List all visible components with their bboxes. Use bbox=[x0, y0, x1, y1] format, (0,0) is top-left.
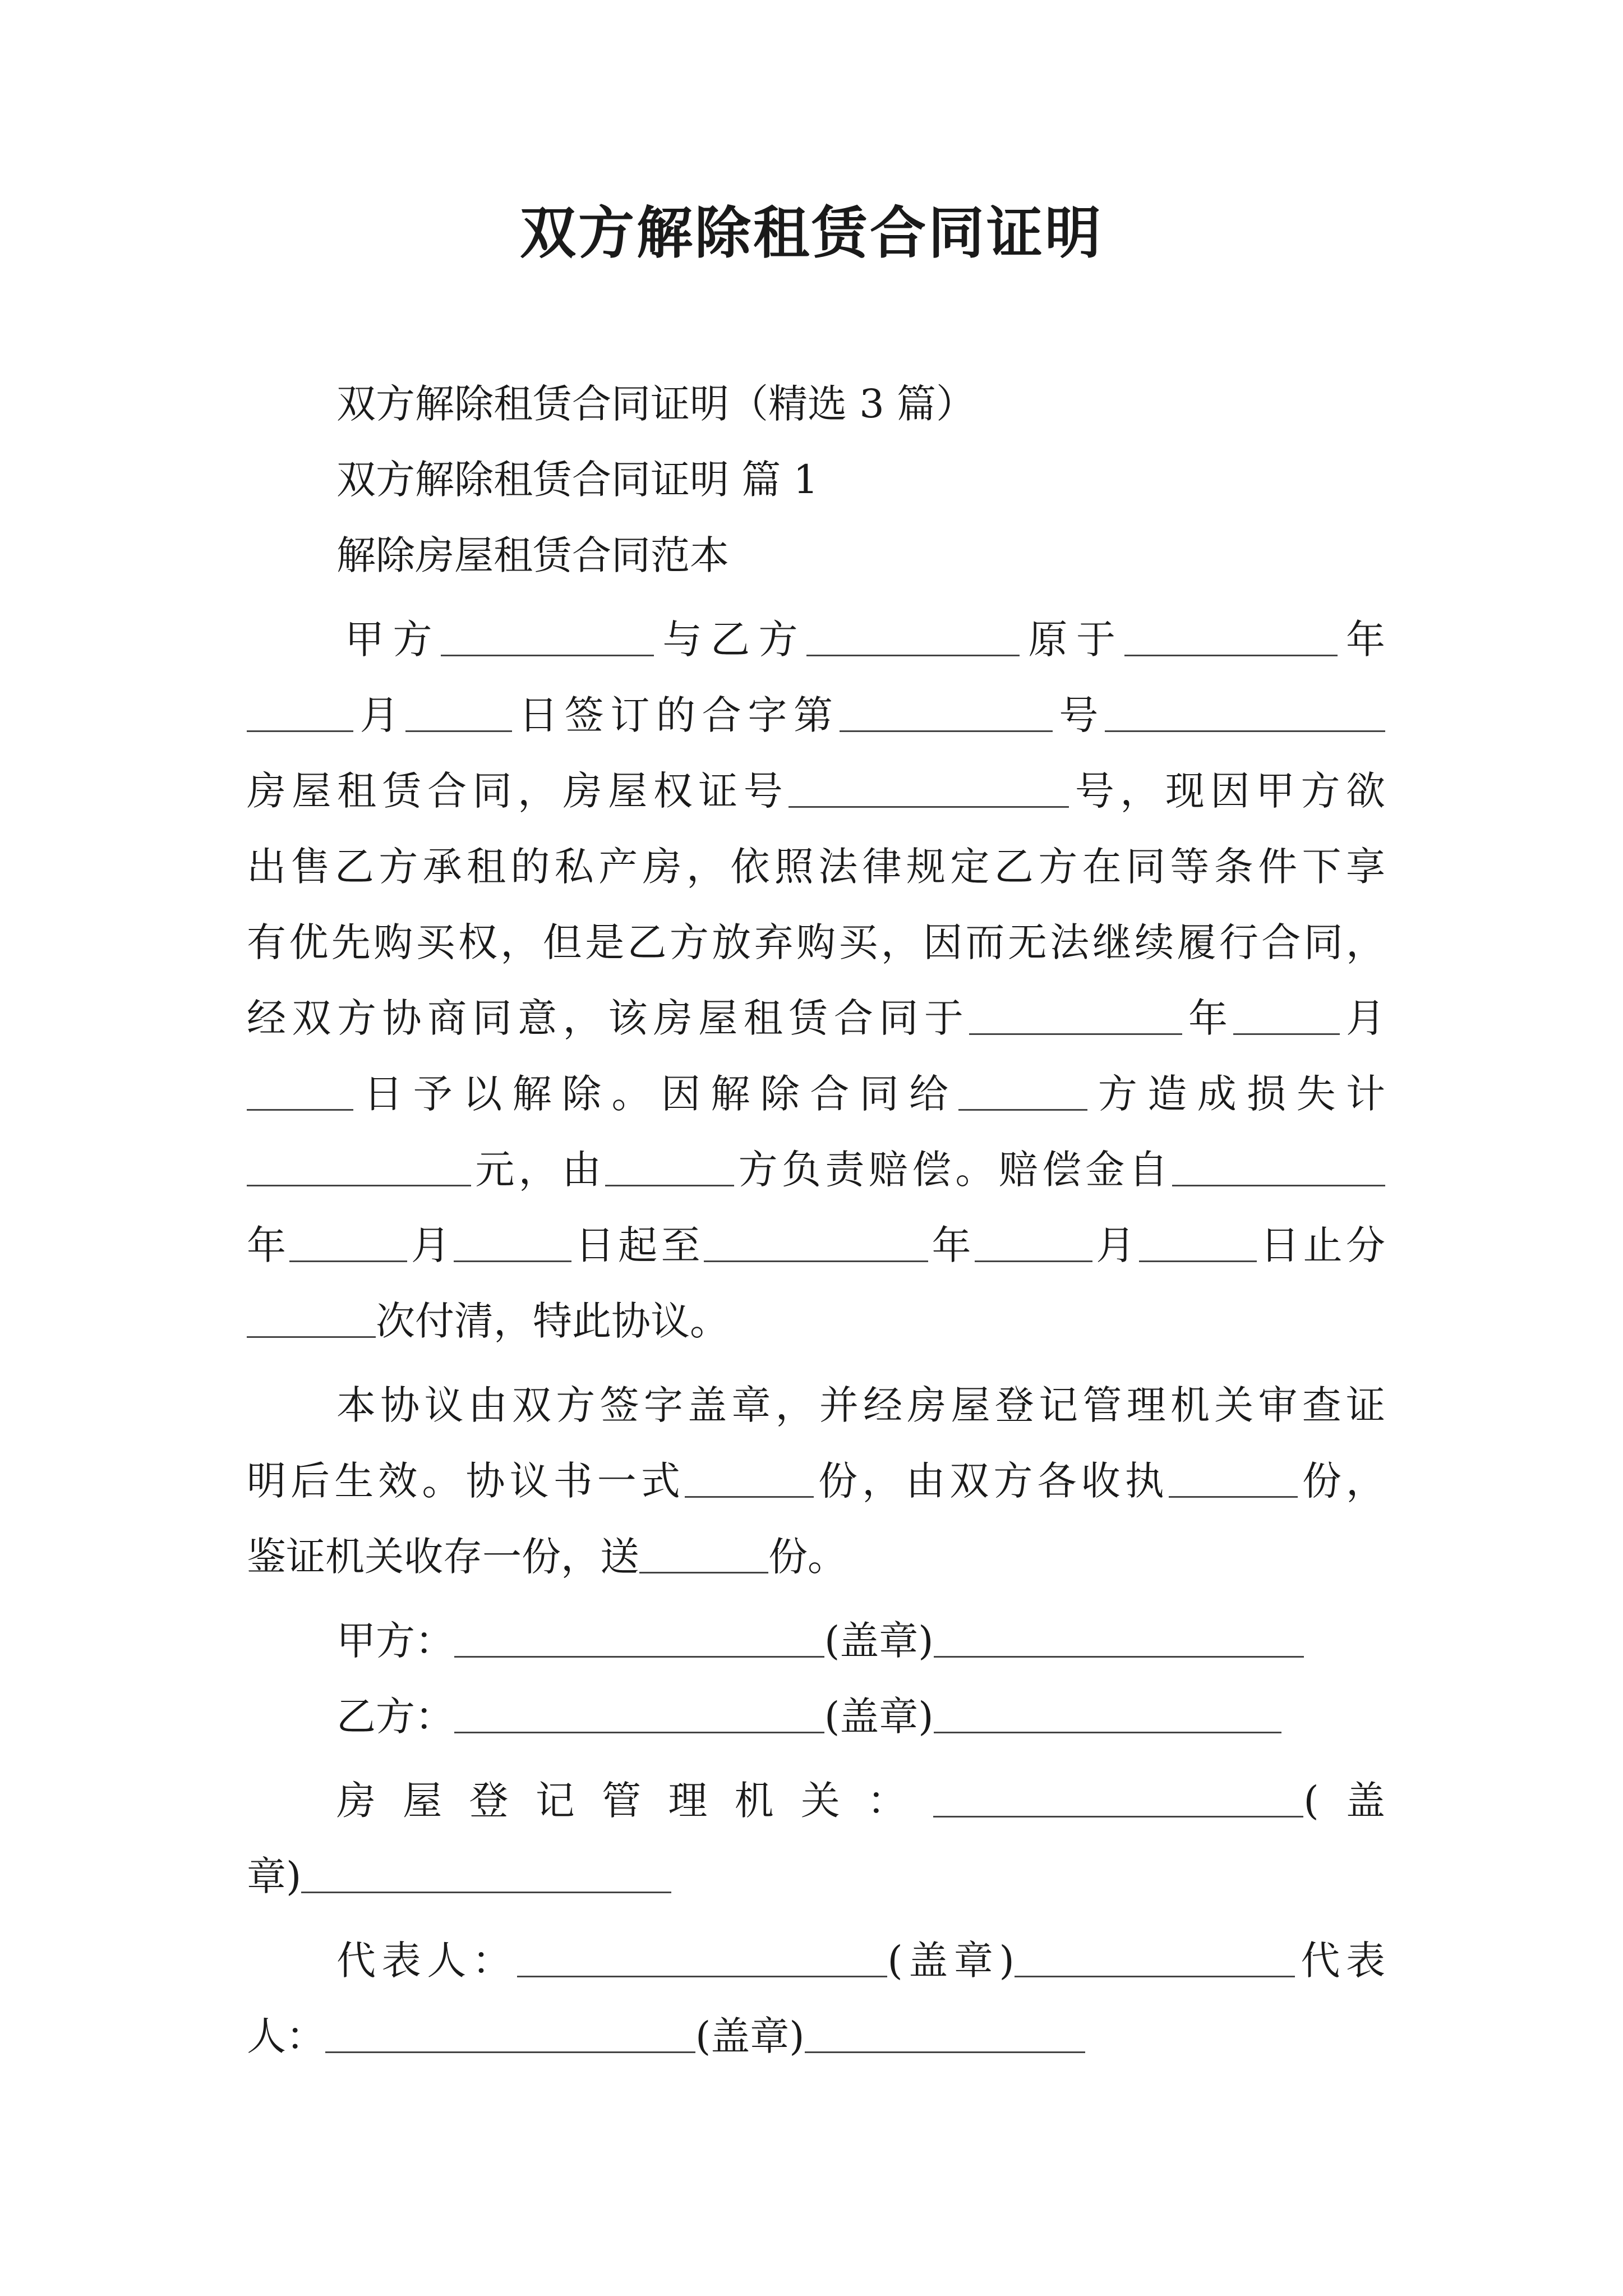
blank-representative-2 bbox=[325, 2012, 695, 2053]
body-line-1: 甲方 与乙方 原于 年 bbox=[345, 616, 1385, 662]
blank-party-a-date bbox=[934, 1617, 1304, 1658]
blank-contract-no bbox=[840, 691, 1053, 732]
blank-registry-signature bbox=[933, 1777, 1303, 1818]
body-line-6: 经双方协商同意，该房屋租赁合同于 年 月 bbox=[247, 995, 1385, 1041]
blank-representative-2-date bbox=[805, 2012, 1085, 2053]
blank-representative-1-date bbox=[1015, 1936, 1295, 1977]
blank-termination-year bbox=[969, 994, 1182, 1035]
blank-end-day bbox=[1139, 1221, 1257, 1262]
blank-party-a-signature bbox=[454, 1617, 824, 1658]
blank-year bbox=[1124, 615, 1338, 656]
collection-heading: 双方解除租赁合同证明（精选 3 篇） bbox=[336, 381, 976, 427]
blank-start-month bbox=[289, 1221, 407, 1262]
blank-party-b bbox=[806, 615, 1020, 656]
blank-representative-1 bbox=[517, 1936, 887, 1977]
template-name: 解除房屋租赁合同范本 bbox=[336, 532, 729, 578]
body-line-10: 次付清，特此协议。 bbox=[247, 1293, 1385, 1349]
blank-liable-party bbox=[605, 1145, 734, 1186]
part-heading: 双方解除租赁合同证明 篇 1 bbox=[336, 457, 819, 503]
body-line-8: 元，由 方负责赔偿。赔偿金自 bbox=[247, 1142, 1385, 1198]
body-line-3: 房屋租赁合同，房屋权证号 号，现因甲方欲 bbox=[247, 768, 1385, 814]
blank-end-year bbox=[704, 1221, 928, 1262]
blank-copies-total bbox=[685, 1457, 814, 1498]
signature-representative-1: 代表人： (盖章) 代表 bbox=[336, 1938, 1385, 1984]
blank-payment-start bbox=[1172, 1145, 1385, 1186]
signature-party-b: 乙方： (盖章) bbox=[336, 1688, 1385, 1745]
blank-copies-each bbox=[1169, 1457, 1298, 1498]
body-line-4: 出售乙方承租的私产房，依照法律规定乙方在同等条件下享 bbox=[247, 844, 1385, 890]
agreement-line-3: 鉴证机关收存一份，送 份。 bbox=[247, 1534, 847, 1580]
document-title: 双方解除租赁合同证明 bbox=[520, 200, 1103, 266]
blank-contract-suffix bbox=[1105, 691, 1385, 732]
signature-registry: 房屋登记管理机关： (盖 bbox=[336, 1778, 1385, 1824]
blank-copies-sent bbox=[639, 1533, 768, 1573]
body-line-9: 年 月 日起至 年 月 日止分 bbox=[247, 1222, 1385, 1268]
blank-party-b-signature bbox=[454, 1692, 824, 1733]
signature-representative-2: 人： (盖章) bbox=[247, 2008, 1385, 2064]
blank-day bbox=[405, 691, 512, 732]
blank-party-a bbox=[441, 615, 654, 656]
blank-registry-date bbox=[301, 1852, 671, 1893]
blank-end-month bbox=[975, 1221, 1092, 1262]
blank-installments bbox=[247, 1297, 376, 1338]
blank-loss-amount bbox=[247, 1145, 471, 1186]
blank-termination-month bbox=[1233, 994, 1340, 1035]
blank-property-cert bbox=[789, 767, 1069, 808]
body-line-5: 有优先购买权，但是乙方放弃购买，因而无法继续履行合同， bbox=[247, 919, 1385, 965]
agreement-line-2: 明后生效。协议书一式 份，由双方各收执 份， bbox=[247, 1458, 1385, 1504]
blank-damaged-party bbox=[958, 1070, 1087, 1111]
signature-registry-cont: 章) bbox=[247, 1848, 1385, 1904]
blank-party-b-date bbox=[934, 1692, 1281, 1733]
body-line-2: 月 日签订的合字第 号 bbox=[247, 687, 1385, 743]
blank-month bbox=[247, 691, 353, 732]
blank-termination-day bbox=[247, 1070, 353, 1111]
signature-party-a: 甲方： (盖章) bbox=[336, 1613, 1385, 1669]
agreement-line-1: 本协议由双方签字盖章，并经房屋登记管理机关审查证 bbox=[336, 1382, 1385, 1428]
blank-start-day bbox=[454, 1221, 571, 1262]
body-line-7: 日予以解除。因解除合同给 方造成损失计 bbox=[247, 1066, 1385, 1122]
